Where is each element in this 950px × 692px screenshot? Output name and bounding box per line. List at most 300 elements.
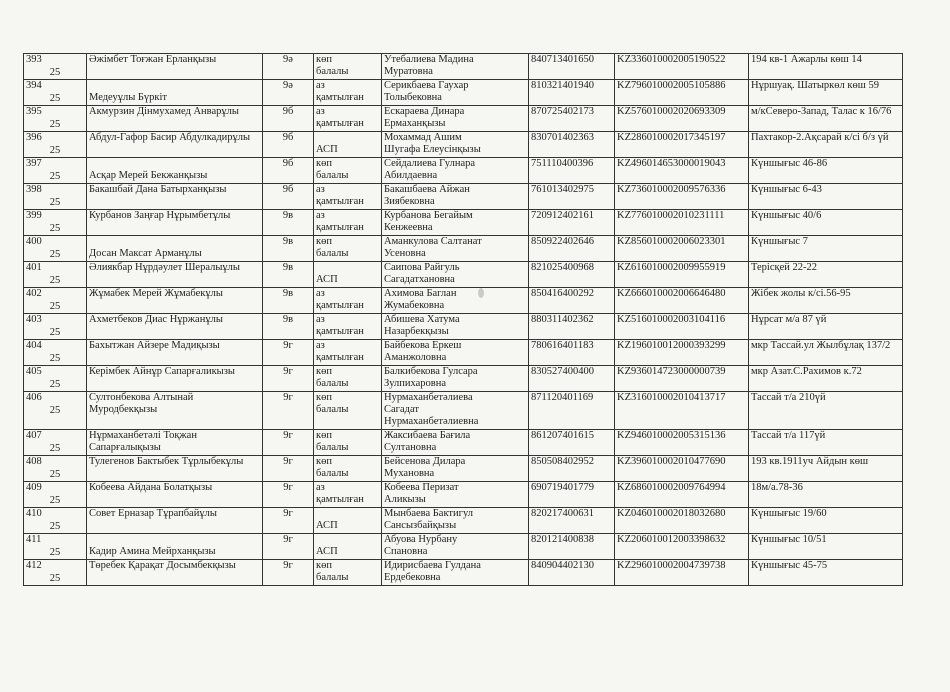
category-cell	[314, 158, 382, 184]
class-cell: 9г	[263, 366, 314, 392]
parent-id-cell: 720912402161	[529, 210, 615, 236]
category-text: балалы	[316, 572, 349, 583]
iban-cell: KZ286010002017345197	[615, 132, 749, 158]
parent-name-cell	[382, 366, 529, 392]
iban-cell: KZ796010002005105886	[615, 80, 749, 106]
parent-id-cell: 880311402362	[529, 314, 615, 340]
address-cell: Күншығыс 10/51	[749, 534, 903, 560]
class-cell: 9б	[263, 106, 314, 132]
iban-cell: KZ046010002018032680	[615, 508, 749, 534]
student-name: Кадир Амина Мейрханқызы	[89, 546, 216, 557]
row-index: 399	[26, 210, 42, 221]
address-cell: Күншығыс 6-43	[749, 184, 903, 210]
student-name-cell	[87, 132, 263, 158]
row-index: 393	[26, 54, 42, 65]
category-text: көп	[316, 366, 332, 377]
student-name: Акмурзин Дінмухамед Анварұлы	[89, 106, 239, 117]
class-cell: 9г	[263, 482, 314, 508]
student-name: Медеуұлы Бүркіт	[89, 92, 168, 103]
category-cell	[314, 262, 382, 288]
iban-cell: KZ776010002010231111	[615, 210, 749, 236]
student-name: Султонбекова Алтынай Муродбекқызы	[89, 392, 194, 415]
class-cell: 9б	[263, 132, 314, 158]
school-code: 25	[49, 327, 61, 338]
parent-name-line: Курбанова Бегайым	[384, 210, 473, 221]
parent-name-line: Нурмаханбетәлиевна	[384, 416, 479, 427]
iban-cell: KZ396010002010477690	[615, 456, 749, 482]
student-name-cell	[87, 560, 263, 586]
row-number-cell	[24, 210, 87, 236]
parent-name-line: Мохаммад Ашим	[384, 132, 462, 143]
student-name: Төребек Қарақат Досымбекқызы	[89, 560, 236, 571]
address-cell: Күншығыс 40/6	[749, 210, 903, 236]
address-cell: Пахтакор-2.Ақсарай к/сі б/з үй	[749, 132, 903, 158]
row-index: 394	[26, 80, 42, 91]
row-number-cell	[24, 158, 87, 184]
parent-name-line: Назарбекқызы	[384, 326, 449, 337]
category-text: аз	[316, 482, 325, 493]
address-cell: Тассай т/а 117үй	[749, 430, 903, 456]
category-text: қамтылған	[316, 196, 364, 207]
student-name: Курбанов Заңғар Нұрымбетұлы	[89, 210, 231, 221]
student-name-cell	[87, 236, 263, 262]
school-code: 25	[49, 573, 61, 584]
parent-id-cell: 850508402952	[529, 456, 615, 482]
parent-name-cell	[382, 560, 529, 586]
parent-id-cell: 871120401169	[529, 392, 615, 430]
category-text: көп	[316, 430, 332, 441]
iban-cell: KZ316010002010413717	[615, 392, 749, 430]
parent-id-cell: 850416400292	[529, 288, 615, 314]
parent-name-line: Кенжеевна	[384, 222, 433, 233]
parent-id-cell: 751110400396	[529, 158, 615, 184]
student-register-table	[23, 53, 903, 586]
table-row	[24, 236, 903, 262]
category-cell	[314, 132, 382, 158]
row-number-cell	[24, 80, 87, 106]
address-cell: Тассай т/а 210үй	[749, 392, 903, 430]
parent-name-line: Мынбаева Бактигул	[384, 508, 473, 519]
school-code: 25	[49, 223, 61, 234]
row-index: 411	[26, 534, 42, 545]
parent-name-cell	[382, 456, 529, 482]
student-name: Совет Ерназар Тұрапбайұлы	[89, 508, 217, 519]
school-code: 25	[49, 353, 61, 364]
parent-name-cell	[382, 430, 529, 456]
student-name-cell	[87, 80, 263, 106]
parent-name-line: Сагадатхановна	[384, 274, 455, 285]
category-text: АСП	[316, 274, 338, 285]
school-code: 25	[49, 67, 61, 78]
student-name: Бахытжан Айзере Мадиқызы	[89, 340, 220, 351]
row-index: 409	[26, 482, 42, 493]
row-index: 400	[26, 236, 42, 247]
table-row	[24, 80, 903, 106]
address-cell: Нұрсат м/а 87 үй	[749, 314, 903, 340]
parent-name-line: Аманкулова Салтанат	[384, 236, 482, 247]
student-name: Ахметбеков Диас Нұржанұлы	[89, 314, 223, 325]
student-name: Жұмабек Мерей Жұмабекұлы	[89, 288, 223, 299]
row-number-cell	[24, 456, 87, 482]
parent-name-line: Муратовна	[384, 66, 433, 77]
parent-name-cell	[382, 54, 529, 80]
parent-name-line: Бакашбаева Айжан	[384, 184, 470, 195]
row-number-cell	[24, 508, 87, 534]
student-name-cell	[87, 314, 263, 340]
category-cell	[314, 288, 382, 314]
category-text: көп	[316, 392, 332, 403]
school-code: 25	[49, 197, 61, 208]
table-row	[24, 534, 903, 560]
student-name-cell	[87, 106, 263, 132]
class-cell: 9г	[263, 392, 314, 430]
parent-name-line: Ермаханқызы	[384, 118, 446, 129]
parent-name-cell	[382, 80, 529, 106]
iban-cell: KZ686010002009764994	[615, 482, 749, 508]
row-number-cell	[24, 560, 87, 586]
school-code: 25	[49, 443, 61, 454]
table-row	[24, 288, 903, 314]
student-name: Әлиякбар Нұрдәулет Шералыұлы	[89, 262, 240, 273]
parent-name-line: Толыбековна	[384, 92, 442, 103]
category-cell	[314, 106, 382, 132]
category-text: аз	[316, 288, 325, 299]
category-cell	[314, 560, 382, 586]
row-index: 403	[26, 314, 42, 325]
table-row	[24, 314, 903, 340]
row-index: 404	[26, 340, 42, 351]
address-cell: мкр Тассай.ул Жылбұлақ 137/2	[749, 340, 903, 366]
table-row	[24, 560, 903, 586]
address-cell: 18м/а.78-36	[749, 482, 903, 508]
row-number-cell	[24, 430, 87, 456]
parent-name-cell	[382, 184, 529, 210]
category-text: қамтылған	[316, 222, 364, 233]
category-cell	[314, 508, 382, 534]
category-text: қамтылған	[316, 494, 364, 505]
address-cell: мкр Азат.С.Рахимов к.72	[749, 366, 903, 392]
row-number-cell	[24, 184, 87, 210]
address-cell: Күншығыс 45-75	[749, 560, 903, 586]
category-text: аз	[316, 340, 325, 351]
school-code: 25	[49, 521, 61, 532]
row-number-cell	[24, 106, 87, 132]
address-cell: Күншығыс 7	[749, 236, 903, 262]
category-text: балалы	[316, 404, 349, 415]
class-cell: 9в	[263, 288, 314, 314]
category-text: балалы	[316, 378, 349, 389]
table-row	[24, 54, 903, 80]
table-row	[24, 262, 903, 288]
address-cell: м/кСеверо-Запад, Талас к 16/76	[749, 106, 903, 132]
row-index: 406	[26, 392, 42, 403]
category-text: қамтылған	[316, 326, 364, 337]
parent-name-line: Султановна	[384, 442, 437, 453]
category-text: қамтылған	[316, 118, 364, 129]
table-row	[24, 158, 903, 184]
parent-name-cell	[382, 340, 529, 366]
category-text: көп	[316, 54, 332, 65]
category-text: қамтылған	[316, 300, 364, 311]
student-name-cell	[87, 210, 263, 236]
parent-name-line: Ескараева Динара	[384, 106, 465, 117]
table-row	[24, 456, 903, 482]
class-cell: 9ә	[263, 80, 314, 106]
table-row	[24, 184, 903, 210]
category-text: көп	[316, 158, 332, 169]
row-number-cell	[24, 132, 87, 158]
class-cell: 9б	[263, 158, 314, 184]
parent-name-cell	[382, 534, 529, 560]
iban-cell: KZ576010002020693309	[615, 106, 749, 132]
parent-name-line: Аманжоловна	[384, 352, 447, 363]
category-cell	[314, 314, 382, 340]
category-text: аз	[316, 210, 325, 221]
row-index: 395	[26, 106, 42, 117]
parent-id-cell: 780616401183	[529, 340, 615, 366]
iban-cell: KZ946010002005315136	[615, 430, 749, 456]
row-number-cell	[24, 534, 87, 560]
row-index: 398	[26, 184, 42, 195]
school-code: 25	[49, 405, 61, 416]
category-cell	[314, 184, 382, 210]
parent-name-line: Утебалиева Мадина	[384, 54, 474, 65]
class-cell: 9в	[263, 210, 314, 236]
category-text: қамтылған	[316, 92, 364, 103]
category-text: қамтылған	[316, 352, 364, 363]
category-text: көп	[316, 456, 332, 467]
class-cell: 9в	[263, 236, 314, 262]
student-name: Тулегенов Бактыбек Тұрлыбекұлы	[89, 456, 244, 467]
student-name: Нұрмаханбетәлі Тоқжан Сапарғалықызы	[89, 430, 197, 453]
student-name-cell	[87, 158, 263, 184]
category-text: аз	[316, 184, 325, 195]
category-cell	[314, 340, 382, 366]
parent-name-line: Сагадат	[384, 404, 419, 415]
student-name: Бакашбай Дана Батырханқызы	[89, 184, 227, 195]
iban-cell: KZ616010002009955919	[615, 262, 749, 288]
iban-cell: KZ296010002004739738	[615, 560, 749, 586]
parent-name-cell	[382, 132, 529, 158]
row-number-cell	[24, 288, 87, 314]
row-index: 408	[26, 456, 42, 467]
parent-name-line: Зулпихаровна	[384, 378, 447, 389]
parent-id-cell: 820121400838	[529, 534, 615, 560]
school-code: 25	[49, 301, 61, 312]
parent-name-line: Ахимова Баглан	[384, 288, 457, 299]
class-cell: 9г	[263, 534, 314, 560]
parent-id-cell: 870725402173	[529, 106, 615, 132]
school-code: 25	[49, 547, 61, 558]
student-name-cell	[87, 482, 263, 508]
class-cell: 9ә	[263, 54, 314, 80]
iban-cell: KZ856010002006023301	[615, 236, 749, 262]
parent-name-cell	[382, 482, 529, 508]
student-name-cell	[87, 288, 263, 314]
parent-id-cell: 820217400631	[529, 508, 615, 534]
table-row	[24, 366, 903, 392]
student-name-cell	[87, 340, 263, 366]
parent-name-line: Мухановна	[384, 468, 435, 479]
category-text: балалы	[316, 442, 349, 453]
row-index: 407	[26, 430, 42, 441]
iban-cell: KZ936014723000000739	[615, 366, 749, 392]
address-cell: Күншығыс 19/60	[749, 508, 903, 534]
iban-cell: KZ336010002005190522	[615, 54, 749, 80]
student-name-cell	[87, 366, 263, 392]
iban-cell: KZ196010012000393299	[615, 340, 749, 366]
parent-name-line: Абуова Нурбану	[384, 534, 458, 545]
parent-id-cell: 830701402363	[529, 132, 615, 158]
category-text: аз	[316, 80, 325, 91]
school-code: 25	[49, 379, 61, 390]
school-code: 25	[49, 171, 61, 182]
student-name-cell	[87, 508, 263, 534]
category-cell	[314, 482, 382, 508]
table-row	[24, 106, 903, 132]
category-text: балалы	[316, 170, 349, 181]
parent-name-line: Саипова Райгуль	[384, 262, 460, 273]
parent-id-cell: 810321401940	[529, 80, 615, 106]
table-row	[24, 508, 903, 534]
school-code: 25	[49, 249, 61, 260]
parent-name-line: Идирисбаева Гулдана	[384, 560, 481, 571]
class-cell: 9в	[263, 262, 314, 288]
iban-cell: KZ666010002006646480	[615, 288, 749, 314]
student-name: Кобеева Айдана Болатқызы	[89, 482, 213, 493]
category-cell	[314, 80, 382, 106]
parent-name-cell	[382, 508, 529, 534]
school-code: 25	[49, 275, 61, 286]
parent-name-line: Бейсенова Дилара	[384, 456, 466, 467]
parent-name-cell	[382, 392, 529, 430]
address-cell: Күншығыс 46-86	[749, 158, 903, 184]
iban-cell: KZ206010012003398632	[615, 534, 749, 560]
row-index: 402	[26, 288, 42, 299]
category-cell	[314, 392, 382, 430]
parent-name-line: Абишева Хатума	[384, 314, 460, 325]
parent-id-cell: 861207401615	[529, 430, 615, 456]
category-text: АСП	[316, 546, 338, 557]
address-cell: Жібек жолы к/сі.56-95	[749, 288, 903, 314]
row-number-cell	[24, 482, 87, 508]
parent-id-cell: 821025400968	[529, 262, 615, 288]
parent-name-cell	[382, 314, 529, 340]
parent-name-line: Абилдаевна	[384, 170, 438, 181]
class-cell: 9г	[263, 430, 314, 456]
parent-name-line: Нурмаханбетәлиева	[384, 392, 473, 403]
address-cell: Нұршуақ. Шатыркөл көш 59	[749, 80, 903, 106]
row-number-cell	[24, 236, 87, 262]
table-row	[24, 482, 903, 508]
parent-name-cell	[382, 288, 529, 314]
category-cell	[314, 210, 382, 236]
address-cell: 194 кв-1 Ажарлы көш 14	[749, 54, 903, 80]
category-cell	[314, 534, 382, 560]
row-index: 396	[26, 132, 42, 143]
parent-name-line: Сейдалиева Гулнара	[384, 158, 476, 169]
row-index: 412	[26, 560, 42, 571]
category-cell	[314, 236, 382, 262]
class-cell: 9б	[263, 184, 314, 210]
class-cell: 9г	[263, 508, 314, 534]
category-text: көп	[316, 560, 332, 571]
parent-name-line: Балкибекова Гулсара	[384, 366, 478, 377]
parent-name-line: Жаксибаева Бағила	[384, 430, 471, 441]
category-text: балалы	[316, 66, 349, 77]
category-text: балалы	[316, 468, 349, 479]
student-name-cell	[87, 184, 263, 210]
category-text: АСП	[316, 520, 338, 531]
parent-name-line: Серикбаева Гаухар	[384, 80, 469, 91]
parent-name-line: Шугафа Елеусінқызы	[384, 144, 481, 155]
parent-id-cell: 840713401650	[529, 54, 615, 80]
row-number-cell	[24, 366, 87, 392]
parent-name-line: Спановна	[384, 546, 428, 557]
parent-name-cell	[382, 158, 529, 184]
parent-name-line: Усеновна	[384, 248, 426, 259]
category-text: АСП	[316, 144, 338, 155]
row-number-cell	[24, 392, 87, 430]
parent-name-line: Зиябековна	[384, 196, 435, 207]
row-index: 410	[26, 508, 42, 519]
iban-cell: KZ496014653000019043	[615, 158, 749, 184]
parent-name-line: Аликызы	[384, 494, 426, 505]
category-text: көп	[316, 236, 332, 247]
parent-name-cell	[382, 262, 529, 288]
student-name-cell	[87, 262, 263, 288]
table-row	[24, 392, 903, 430]
category-cell	[314, 54, 382, 80]
student-name-cell	[87, 392, 263, 430]
table-row	[24, 132, 903, 158]
parent-name-line: Ердебековна	[384, 572, 441, 583]
school-code: 25	[49, 93, 61, 104]
category-cell	[314, 366, 382, 392]
category-text: балалы	[316, 248, 349, 259]
category-text: аз	[316, 314, 325, 325]
row-index: 397	[26, 158, 42, 169]
class-cell: 9г	[263, 340, 314, 366]
table-row	[24, 210, 903, 236]
student-name-cell	[87, 430, 263, 456]
scan-mark	[478, 288, 484, 298]
student-name: Абдул-Гафор Басир Абдулкадирұлы	[89, 132, 251, 143]
row-number-cell	[24, 340, 87, 366]
class-cell: 9г	[263, 560, 314, 586]
student-name: Асқар Мерей Бекжанқызы	[89, 170, 208, 181]
school-code: 25	[49, 145, 61, 156]
table-row	[24, 340, 903, 366]
parent-name-line: Кобеева Перизат	[384, 482, 459, 493]
parent-name-cell	[382, 106, 529, 132]
student-name-cell	[87, 456, 263, 482]
school-code: 25	[49, 469, 61, 480]
row-number-cell	[24, 314, 87, 340]
parent-id-cell: 830527400400	[529, 366, 615, 392]
category-cell	[314, 456, 382, 482]
parent-id-cell: 690719401779	[529, 482, 615, 508]
parent-name-line: Жумабековна	[384, 300, 445, 311]
school-code: 25	[49, 495, 61, 506]
parent-name-line: Сансызбайқызы	[384, 520, 457, 531]
row-number-cell	[24, 54, 87, 80]
row-number-cell	[24, 262, 87, 288]
student-name: Керімбек Айнұр Сапарғаликызы	[89, 366, 235, 377]
address-cell: Терісқей 22-22	[749, 262, 903, 288]
student-name: Әжімбет Тоғжан Ерланқызы	[89, 54, 217, 65]
iban-cell: KZ736010002009576336	[615, 184, 749, 210]
